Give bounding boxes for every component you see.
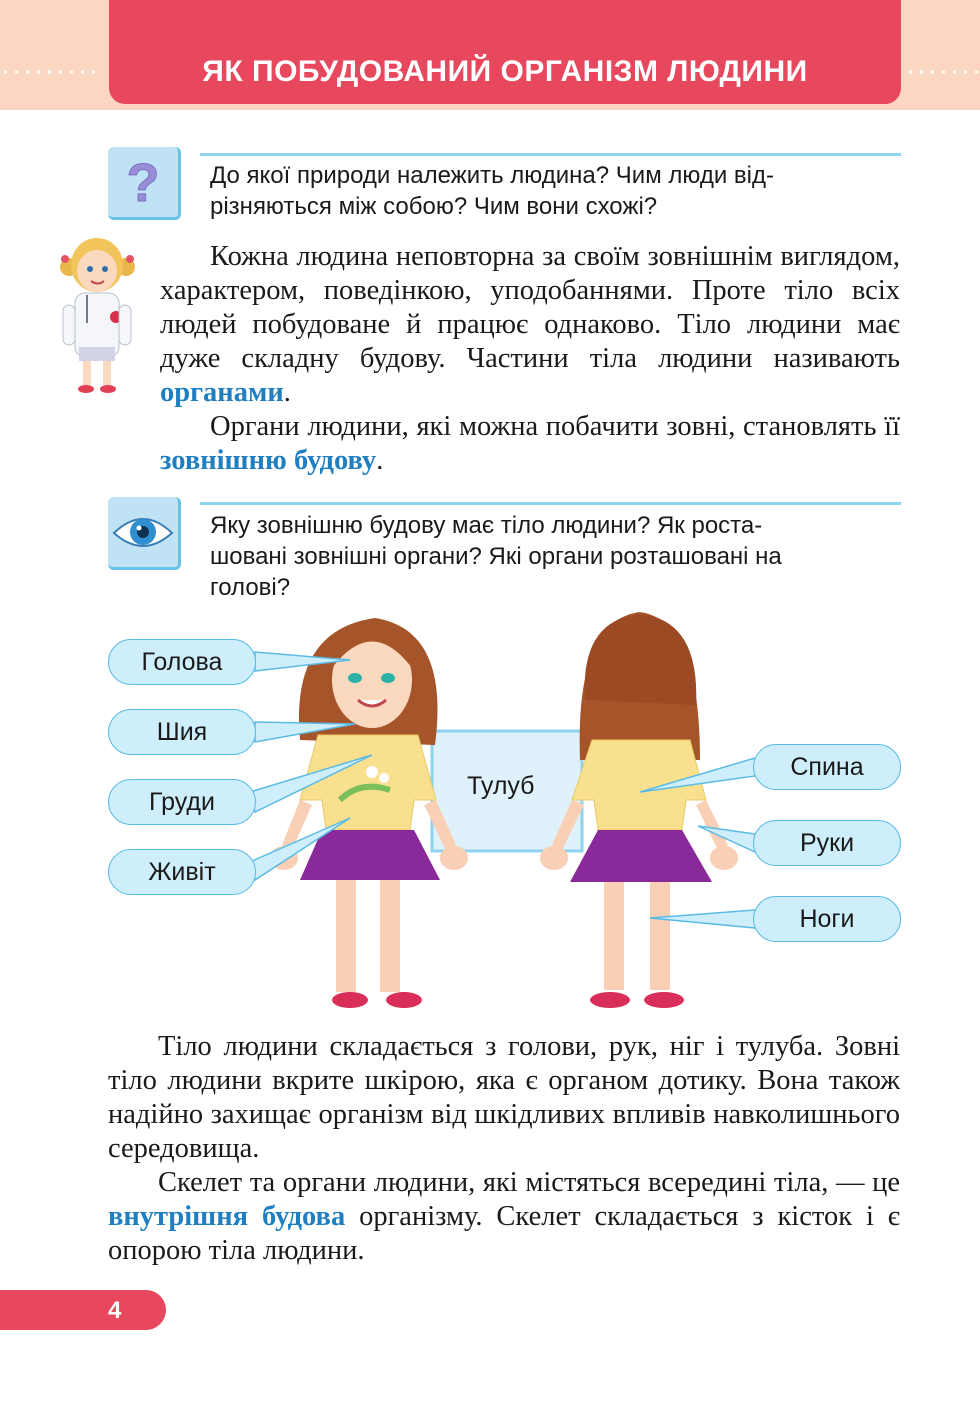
label-chest: Груди [108,779,256,825]
text: . [283,377,291,408]
girl-back-illustration [540,612,738,1008]
question-line: Яку зовнішню будову має тіло людини? Як роста- [210,512,763,539]
label-belly: Живіт [108,849,256,895]
label-back: Спина [753,744,901,790]
label-legs: Ноги [753,896,901,942]
question-line: шовані зовнішні органи? Які органи розташовані на [210,543,782,570]
svg-text:?: ? [126,153,160,213]
keyword-internal-structure: внутрішня будова [108,1201,346,1232]
label-neck: Шия [108,709,256,755]
text: Органи людини, які можна побачити зовні, становлять її [210,411,900,442]
text: організму. Скелет складається з кісток і є опорою тіла людини. [108,1201,900,1266]
question-line: різняються між собою? Чим вони схожі? [210,193,658,220]
text: . [376,445,384,476]
page-title: ЯК ПОБУДОВАНИЙ ОРГАНІЗМ ЛЮДИНИ [202,55,808,88]
paragraph-body-4 [108,1166,900,1268]
text: Скелет та органи людини, які містяться всередині тіла, — це [158,1167,900,1198]
paragraph-body-3: Тіло людини складається з голови, рук, ніг і тулуба. Зовні тіло людини вкрите шкірою, яка є органом дотику. Вона також надійно захищає організм від шкідливих впливів навколишнього середовища. [108,1031,900,1164]
page-number: 4 [108,1297,122,1324]
question-line: голові? [210,574,291,601]
keyword-organs: органами [160,377,284,408]
keyword-external-structure: зовнішню будову [160,445,377,476]
label-arms: Руки [753,820,901,866]
page-number-bar [0,1290,166,1330]
question-line: До якої природи належить людина? Чим люди від- [210,162,774,189]
text: Кожна людина неповторна за своїм зовнішнім виглядом, характером, поведінкою, уподобаннями. Проте тіло всіх людей побудоване й працює однаково. Тіло людини має дуже складну будову. Частини тіла людини називають [160,241,900,374]
label-torso: Тулуб [467,772,535,800]
label-head: Голова [108,639,256,685]
girl-front-illustration [270,618,468,1008]
